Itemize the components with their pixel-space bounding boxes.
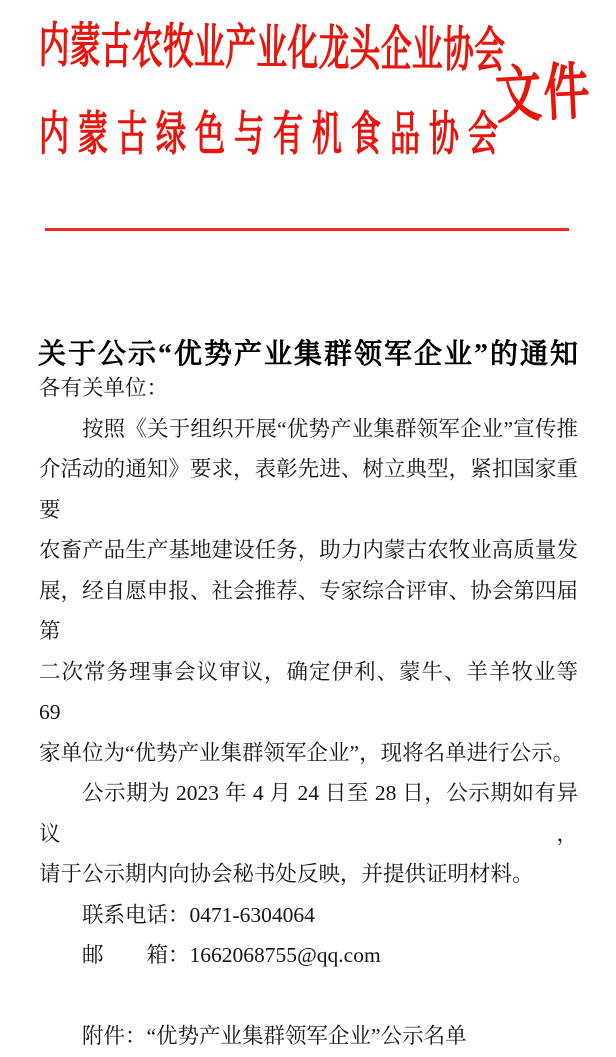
paragraph1-line: 家单位为“优势产业集群领军企业”，现将名单进行公示。	[39, 740, 575, 765]
red-divider-line	[45, 228, 569, 231]
paragraph1-line: 农畜产品生产基地建设任务，助力内蒙古农牧业高质量发	[39, 538, 578, 562]
document-body	[39, 368, 578, 1057]
paragraph2-line: 请于公示期内向协会秘书处反映，并提供证明材料。	[39, 862, 534, 886]
paragraph1-line: 展，经自愿申报、社会推荐、专家综合评审、协会第四届第	[39, 578, 578, 643]
paragraph1-line: 按照《关于组织开展“优势产业集群领军企业”宣传推	[82, 416, 578, 441]
paragraph1-line: 二次常务理事会议审议，确定伊利、蒙牛、羊羊牧业等 69	[39, 659, 578, 724]
paragraph1-line: 介活动的通知》要求，表彰先进、树立典型，紧扣国家重要	[39, 457, 578, 522]
salutation: 各有关单位：	[39, 376, 169, 400]
document-title: 关于公示“优势产业集群领军企业”的通知	[38, 338, 578, 370]
contact-phone: 联系电话：0471-6304064	[82, 902, 315, 927]
contact-email: 邮 箱：1662068755@qq.com	[82, 943, 381, 967]
paragraph2-line: 公示期为 2023 年 4 月 24 日至 28 日，公示期如有异议，	[39, 781, 578, 846]
letterhead-org-name-1: 内蒙古农牧业产业化龙头企业协会	[38, 19, 506, 79]
letterhead-org-name-2: 内蒙古绿色与有机食品协会	[39, 108, 507, 161]
attachment-note: 附件：“优势产业集群领军企业”公示名单	[82, 1024, 467, 1048]
letterhead-document-label: 文件	[493, 56, 594, 131]
blank-line	[39, 976, 578, 1017]
